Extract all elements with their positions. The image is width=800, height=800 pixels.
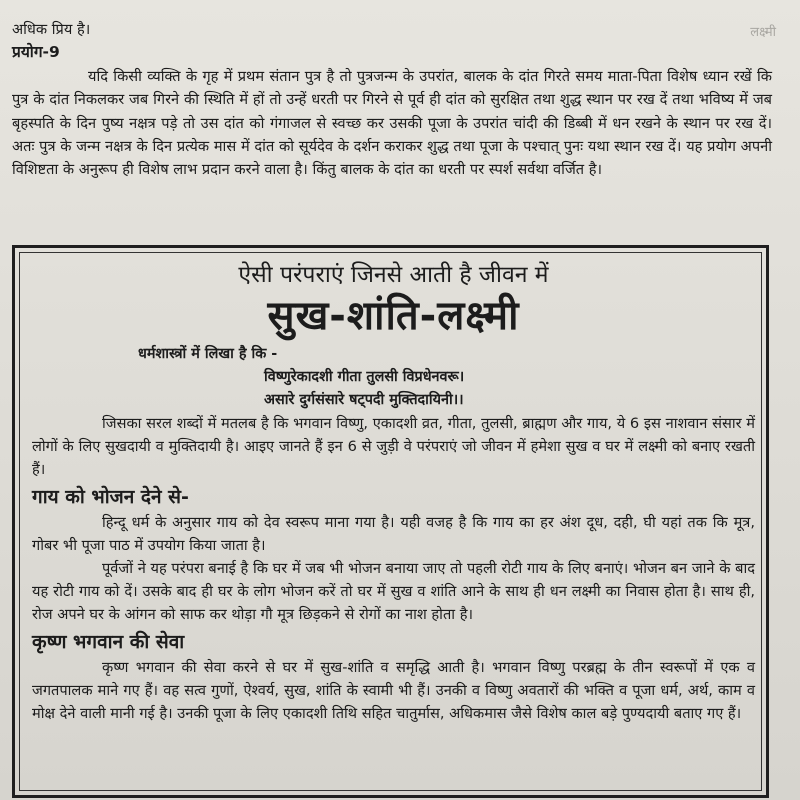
section-heading-cow: गाय को भोजन देने से- — [32, 486, 189, 508]
box-subtitle: सुख-शांति-लक्ष्मी — [267, 293, 520, 339]
box-body — [32, 343, 755, 725]
section-heading-krishna: कृष्ण भगवान की सेवा — [32, 631, 185, 653]
experiment-paragraph: यदि किसी व्यक्ति के गृह में प्रथम संतान पुत्र है तो पुत्रजन्म के उपरांत, बालक के दांत गिरते समय माता-पिता विशेष ध्यान रखें कि पुत्र के दांत निकलकर जब गिरने की स्थिति में हों तो उन्हें धरती पर गिरने से पूर्व ही दांत को सुरक्षित तथा शुद्ध स्थान पर रख दें तथा भविष्य में जब बृहस्पति के दिन पुष्य नक्षत्र पड़े तो उस दांत को गंगाजल से स्वच्छ कर उसकी पूजा के उपरांत चांदी की डिब्बी में धन रखने के स्थान पर रख दें। अतः पुत्र के जन्म नक्षत्र के दिन प्रत्येक मास में दांत को सूर्यदेव के दर्शन कराकर शुद्ध तथा पूजा के पश्चात् पुनः यथा स्थान रख दें। यह प्रयोग अपनी विशिष्टता के अनुरूप ही विशेष लाभ प्रदान करने वाला है। किंतु बालक के दांत का धरती पर स्पर्श सर्वथा वर्जित है। — [12, 67, 772, 179]
paragraph: कृष्ण भगवान की सेवा करने से घर में सुख-शांति व समृद्धि आती है। भगवान विष्णु परब्रह्म के तीन स्वरूपों में एक व जगतपालक माने गए हैं। वह सत्व गुणों, ऐश्वर्य, सुख, शांति के स्वामी भी हैं। उनकी व विष्णु अवतारों की भक्ति व पूजा धर्म, अर्थ, काम व मोक्ष देने वाली मानी गई है। उनकी पूजा के लिए एकादशी तिथि सहित चातुर्मास, अधिकमास जैसे विशेष काल बड़े पुण्यदायी बताए गए हैं। — [32, 659, 755, 722]
intro-paragraph: जिसका सरल शब्दों में मतलब है कि भगवान विष्णु, एकादशी व्रत, गीता, तुलसी, ब्राह्मण और गाय, ये 6 इस नाशवान संसार में लोगों के लिए सुखदायी व मुक्तिदायी है। आइए जानते हैं इन 6 से जुड़ी वे परंपराएं जो जीवन में हमेशा सुख व घर में लक्ष्मी को बनाए रखती हैं। — [32, 415, 755, 478]
bleed-through-text: लक्ष्मी — [750, 25, 776, 40]
paragraph: हिन्दू धर्म के अनुसार गाय को देव स्वरूप माना गया है। यही वजह है कि गाय का हर अंश दूध, दही, घी यहां तक कि मूत्र, गोबर भी पूजा पाठ में उपयोग किया जाता है। — [32, 514, 755, 554]
sanskrit-verse-line: विष्णुरेकादशी गीता तुलसी विप्रधेनवरू। — [264, 369, 465, 385]
sanskrit-verse-line: असारे दुर्गसंसारे षट्पदी मुक्तिदायिनी।। — [264, 392, 464, 408]
continuation-line: अधिक प्रिय है। — [12, 21, 91, 38]
scripture-intro: धर्मशास्त्रों में लिखा है कि - — [138, 346, 278, 362]
experiment-heading: प्रयोग-9 — [12, 43, 60, 62]
paragraph: पूर्वजों ने यह परंपरा बनाई है कि घर में जब भी भोजन बनाया जाए तो पहली रोटी गाय के लिए बनाएं। भोजन बन जाने के बाद यह रोटी गाय को दें। उसके बाद ही घर के लोग भोजन करें तो घर में सुख व शांति आने के साथ ही धन लक्ष्मी का निवास होता है। साथ ही, रोज अपने घर के आंगन को साफ कर थोड़ा गौ मूत्र छिड़कने से रोगों का नाश होता है। — [32, 560, 755, 623]
box-title: ऐसी परंपराएं जिनसे आती है जीवन में — [238, 262, 549, 288]
traditions-box-inner — [19, 252, 762, 791]
experiment-section — [12, 18, 772, 182]
traditions-box — [12, 245, 769, 798]
